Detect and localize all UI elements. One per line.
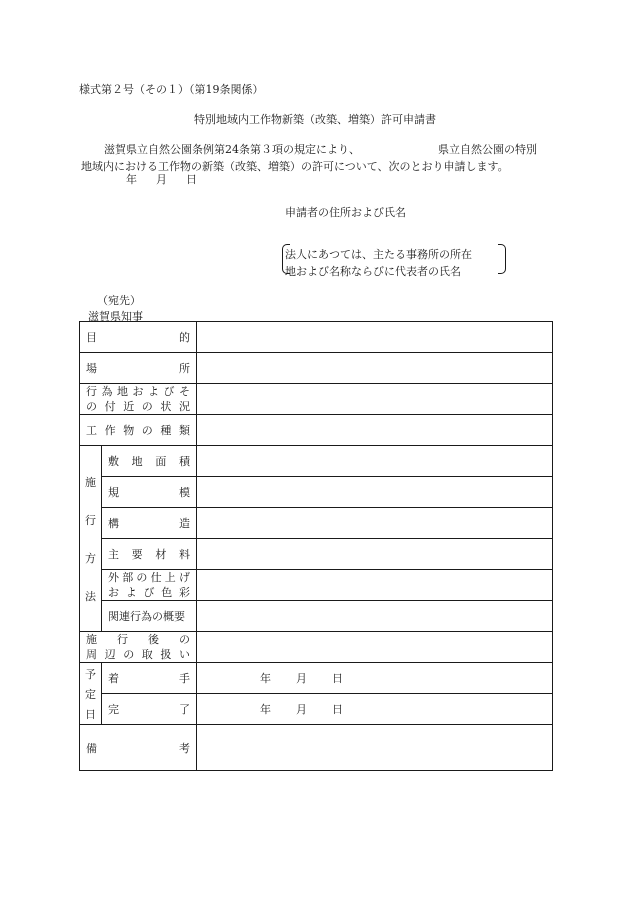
label-char: の bbox=[141, 400, 153, 413]
label-char: 法 bbox=[85, 589, 96, 603]
statement-line1-part1: 滋賀県立自然公園条例第24条第３項の規定により、 bbox=[104, 143, 360, 156]
site-status-field[interactable] bbox=[197, 384, 553, 415]
completion-label bbox=[102, 694, 197, 725]
label-char: の bbox=[179, 633, 190, 646]
bracket-right bbox=[498, 244, 506, 274]
label-char: 規 bbox=[108, 486, 119, 499]
label-char: 造 bbox=[179, 517, 190, 530]
corp-note-line2: 地および名称ならびに代表者の氏名 bbox=[285, 265, 461, 278]
start-date bbox=[197, 670, 552, 686]
row-scale bbox=[80, 477, 553, 508]
purpose-label bbox=[80, 322, 197, 353]
completion-month-label: 月 bbox=[296, 703, 307, 716]
label-char: 種 bbox=[160, 424, 172, 437]
completion-year-label: 年 bbox=[260, 703, 271, 716]
label-char: 材 bbox=[155, 548, 167, 561]
label-char: 辺 bbox=[104, 648, 116, 661]
row-location bbox=[80, 353, 553, 384]
addressee-label: （宛先） bbox=[97, 294, 141, 307]
application-statement bbox=[81, 141, 561, 175]
row-materials bbox=[80, 539, 553, 570]
finish-field[interactable] bbox=[197, 570, 553, 601]
related-field[interactable] bbox=[197, 601, 553, 632]
label-char: 模 bbox=[179, 486, 190, 499]
method-group-label bbox=[80, 446, 102, 632]
completion-date bbox=[197, 701, 552, 717]
label-char: 況 bbox=[178, 400, 190, 413]
label-char: 工 bbox=[86, 424, 97, 437]
after-treatment-field[interactable] bbox=[197, 632, 553, 663]
corporation-note bbox=[285, 246, 472, 280]
label-char: 施 bbox=[86, 633, 97, 646]
row-completion bbox=[80, 694, 553, 725]
label-char: 地 bbox=[117, 385, 128, 398]
addressee-name: 滋賀県知事 bbox=[88, 310, 143, 323]
structure-type-label bbox=[80, 415, 197, 446]
scale-label bbox=[102, 477, 197, 508]
scale-field[interactable] bbox=[197, 477, 553, 508]
label-char: 目 bbox=[86, 331, 97, 344]
location-field[interactable] bbox=[197, 353, 553, 384]
label-char: 物 bbox=[123, 424, 135, 437]
label-char: 料 bbox=[178, 548, 190, 561]
purpose-field[interactable] bbox=[197, 322, 553, 353]
label-char: そ bbox=[179, 385, 190, 398]
structure-type-field[interactable] bbox=[197, 415, 553, 446]
label-char: 所 bbox=[179, 362, 190, 375]
label-char: 行 bbox=[85, 513, 96, 527]
applicant-label: 申請者の住所および氏名 bbox=[285, 206, 406, 219]
finish-label bbox=[102, 570, 197, 601]
label-char: の bbox=[86, 400, 97, 413]
label-char: 方 bbox=[85, 551, 96, 565]
remarks-label bbox=[80, 725, 197, 771]
completion-day-label: 日 bbox=[332, 703, 343, 716]
label-char: 予 bbox=[85, 667, 96, 681]
row-related bbox=[80, 601, 553, 632]
date-year-label: 年 bbox=[126, 173, 137, 186]
label-char: 彩 bbox=[179, 586, 190, 599]
start-year-label: 年 bbox=[260, 672, 271, 685]
label-char: 施 bbox=[85, 475, 96, 489]
date-day-label: 日 bbox=[186, 173, 197, 186]
row-finish bbox=[80, 570, 553, 601]
label-char: の bbox=[123, 648, 135, 661]
label-char: 状 bbox=[160, 400, 172, 413]
start-label bbox=[102, 663, 197, 694]
statement-line1-part2: 県立自然公園の特別 bbox=[438, 143, 537, 156]
label-char: お bbox=[132, 385, 144, 398]
label-char: 備 bbox=[86, 741, 97, 755]
label-char: 外 bbox=[108, 571, 119, 584]
start-date-field[interactable] bbox=[197, 663, 553, 694]
label-char: び bbox=[163, 385, 175, 398]
completion-date-field[interactable] bbox=[197, 694, 553, 725]
statement-line2: 地域内における工作物の新築（改築、増築）の許可について、次のとおり申請します。 bbox=[81, 160, 509, 173]
site-area-field[interactable] bbox=[197, 446, 553, 477]
label-char: 考 bbox=[179, 741, 190, 755]
row-remarks bbox=[80, 725, 553, 771]
label-char: び bbox=[143, 586, 155, 599]
label-char: よ bbox=[148, 385, 159, 398]
label-char: 的 bbox=[179, 331, 190, 344]
corp-note-line1: 法人にあつては、主たる事務所の所在 bbox=[285, 248, 472, 261]
form-number: 様式第２号（その１）（第19条関係） bbox=[79, 83, 264, 96]
label-char: 近 bbox=[123, 400, 135, 413]
label-char: い bbox=[178, 648, 190, 661]
label-char: 扱 bbox=[160, 648, 172, 661]
label-char: 面 bbox=[155, 455, 167, 468]
label-char: 完 bbox=[108, 703, 119, 716]
location-label bbox=[80, 353, 197, 384]
label-char: 着 bbox=[108, 672, 119, 685]
row-start bbox=[80, 663, 553, 694]
site-status-label bbox=[80, 384, 197, 415]
label-char: 色 bbox=[161, 586, 173, 599]
label-char: 類 bbox=[178, 424, 190, 437]
document-title: 特別地域内工作物新築（改築、増築）許可申請書 bbox=[194, 113, 436, 126]
label-char: よ bbox=[125, 586, 137, 599]
date-month-label: 月 bbox=[156, 173, 167, 186]
related-label: 関連行為の概要 bbox=[102, 601, 197, 632]
label-char: 周 bbox=[86, 648, 97, 661]
materials-field[interactable] bbox=[197, 539, 553, 570]
label-char: 行 bbox=[117, 633, 128, 646]
label-char: 付 bbox=[104, 400, 116, 413]
label-char: 了 bbox=[179, 703, 190, 716]
label-char: 作 bbox=[104, 424, 116, 437]
label-char: 取 bbox=[141, 648, 153, 661]
start-day-label: 日 bbox=[332, 672, 343, 685]
label-char: 地 bbox=[131, 455, 143, 468]
construction-label bbox=[102, 508, 197, 539]
row-after-treatment bbox=[80, 632, 553, 663]
schedule-group-label bbox=[80, 663, 102, 725]
row-structure-type bbox=[80, 415, 553, 446]
label-char: 場 bbox=[86, 362, 97, 375]
label-char: の bbox=[141, 424, 153, 437]
label-char: 行 bbox=[86, 385, 97, 398]
row-site-area bbox=[80, 446, 553, 477]
construction-field[interactable] bbox=[197, 508, 553, 539]
label-char: 定 bbox=[85, 687, 96, 701]
label-char: 為 bbox=[101, 385, 113, 398]
start-month-label: 月 bbox=[296, 672, 307, 685]
materials-label bbox=[102, 539, 197, 570]
application-form-table bbox=[79, 321, 553, 771]
label-char: 敷 bbox=[108, 455, 119, 468]
label-char: げ bbox=[178, 571, 190, 584]
label-char: 部 bbox=[122, 571, 134, 584]
label-char: 主 bbox=[108, 548, 119, 561]
application-date bbox=[126, 171, 216, 187]
label-char: 要 bbox=[131, 548, 143, 561]
label-char: の bbox=[136, 571, 148, 584]
row-purpose bbox=[80, 322, 553, 353]
row-site-status bbox=[80, 384, 553, 415]
remarks-field[interactable] bbox=[197, 725, 553, 771]
label-char: 仕 bbox=[150, 571, 162, 584]
label-char: お bbox=[108, 586, 119, 599]
label-char: 手 bbox=[179, 672, 190, 685]
label-char: 日 bbox=[85, 707, 96, 721]
label-char: 後 bbox=[148, 633, 159, 646]
label-char: 積 bbox=[178, 455, 190, 468]
after-treatment-label bbox=[80, 632, 197, 663]
label-char: 上 bbox=[164, 571, 176, 584]
row-construction bbox=[80, 508, 553, 539]
site-area-label bbox=[102, 446, 197, 477]
label-char: 構 bbox=[108, 517, 119, 530]
